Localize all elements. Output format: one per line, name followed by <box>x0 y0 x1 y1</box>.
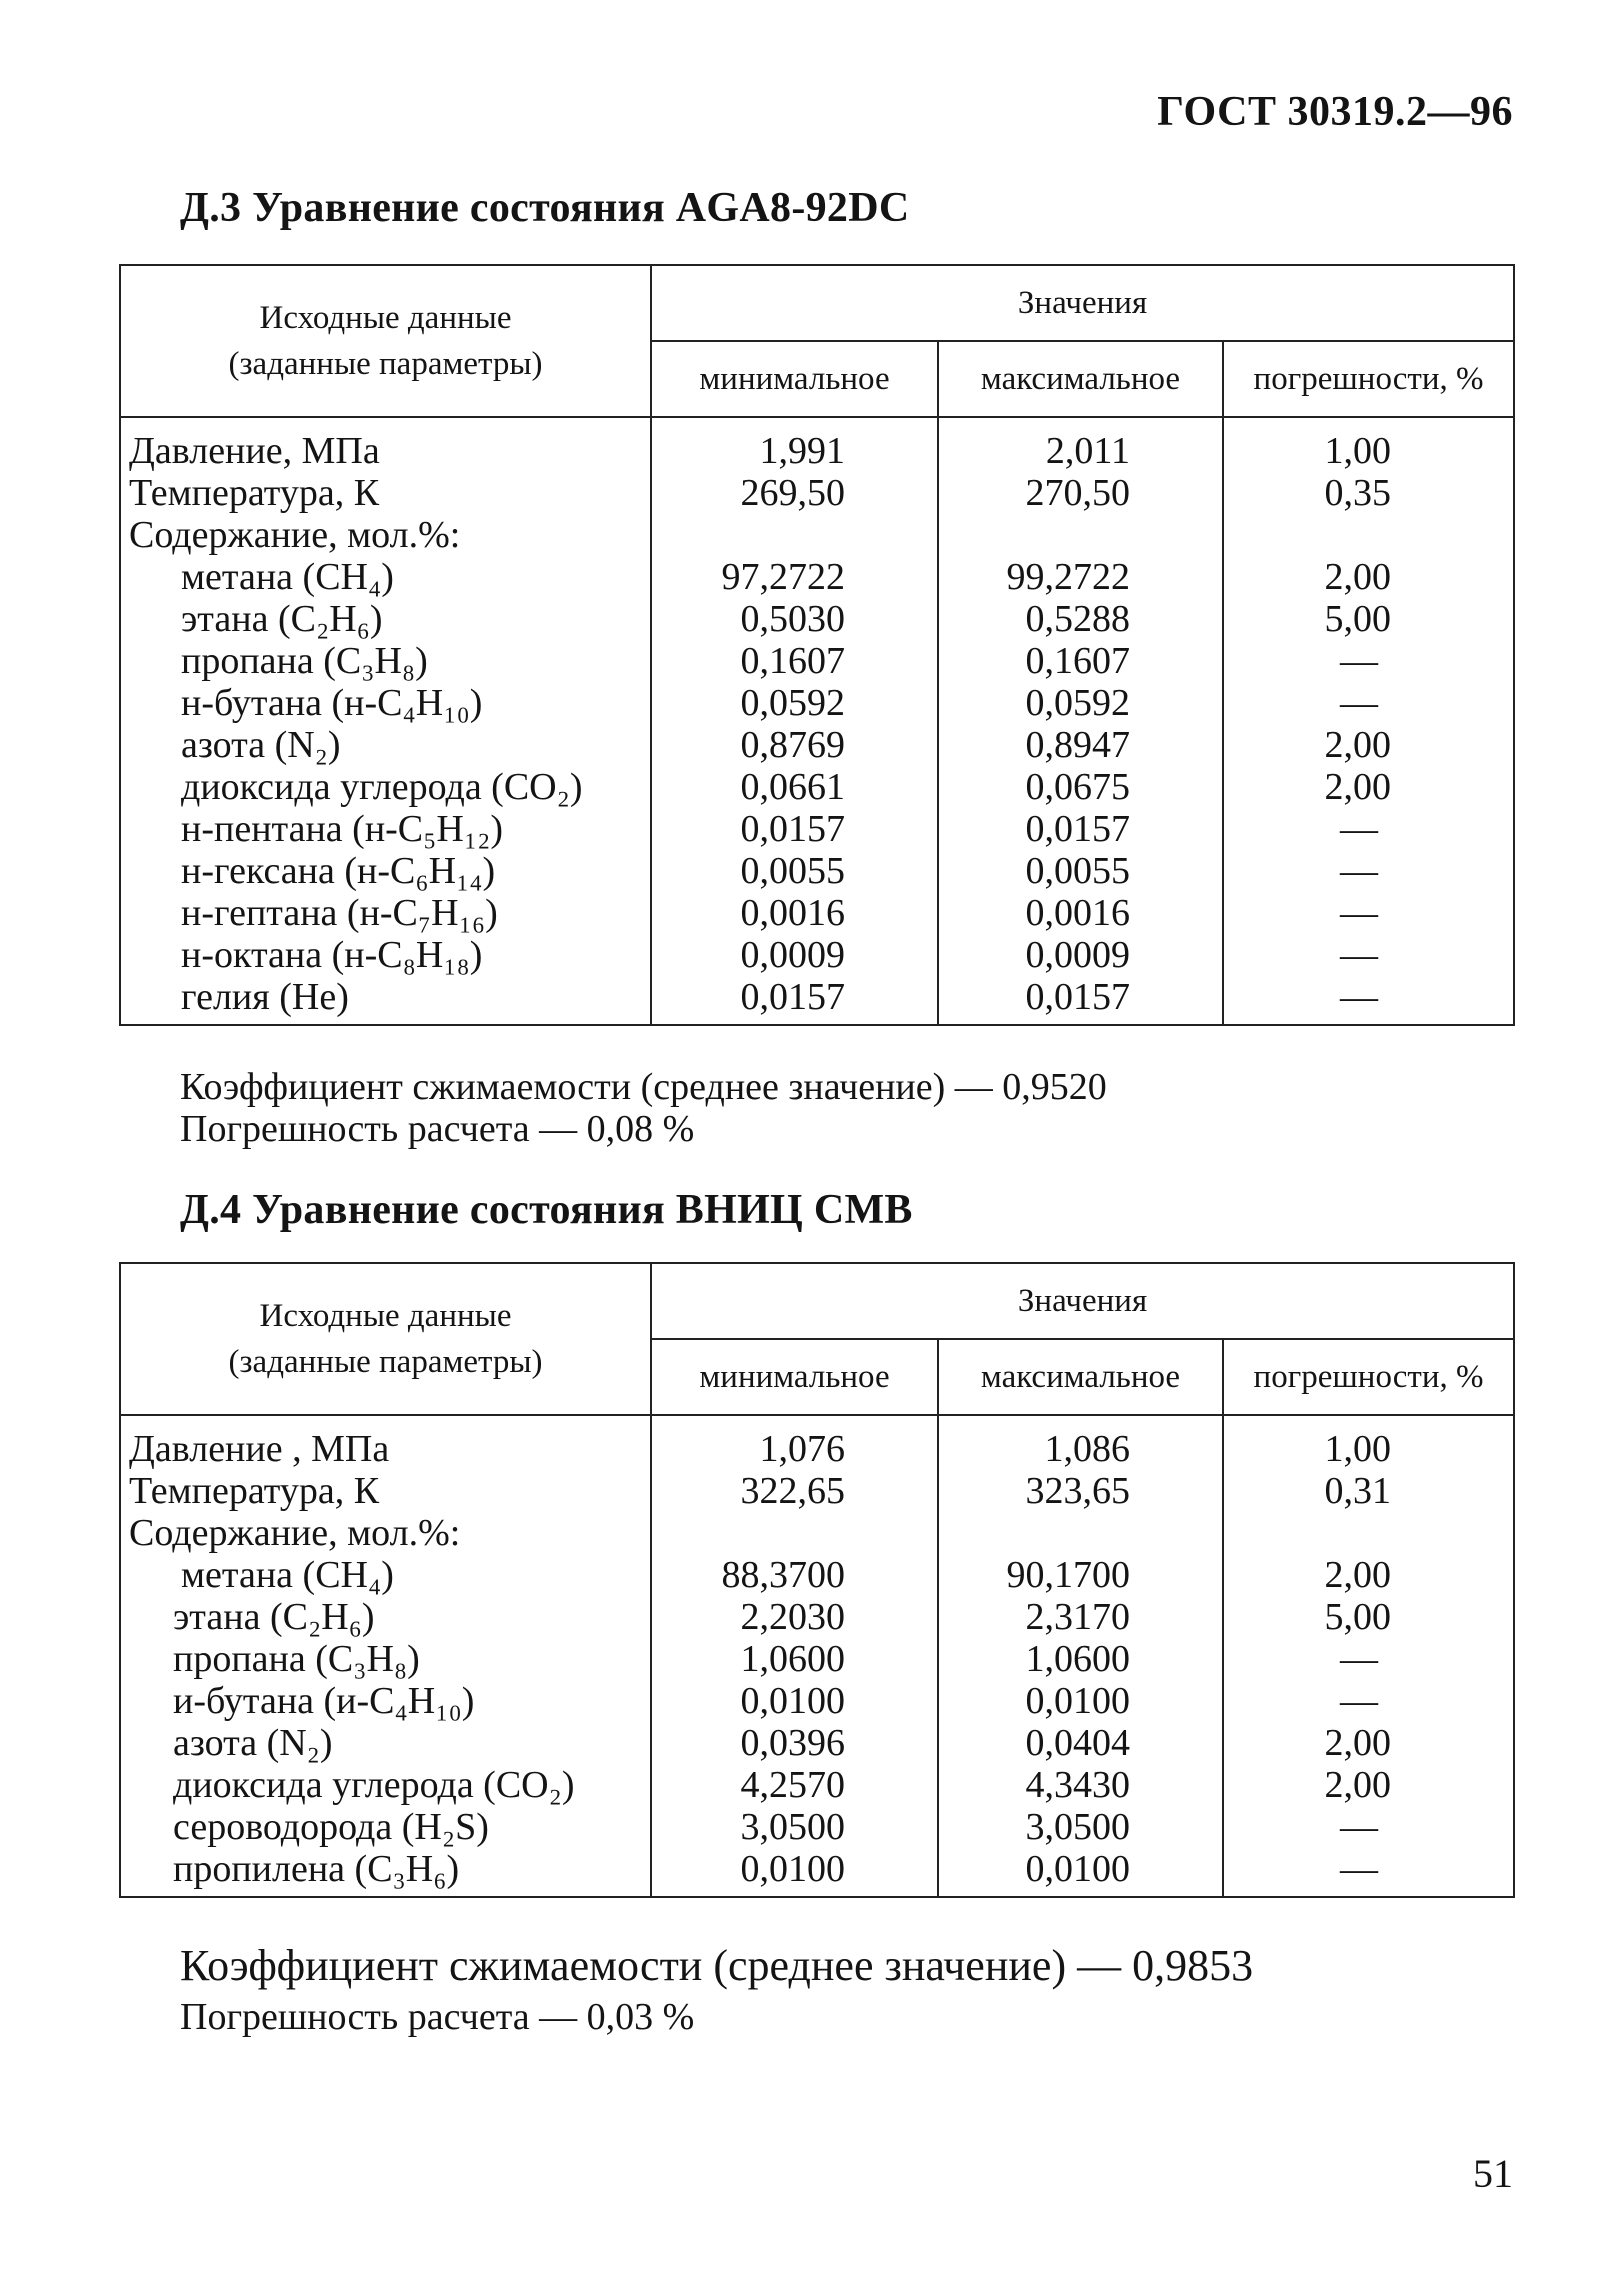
min-value-cell <box>651 1512 938 1554</box>
parameter-cell: н-октана (н-C₈H₁₈) <box>120 934 651 976</box>
table-row <box>120 1512 1514 1554</box>
error-value-cell: — <box>1223 976 1514 1025</box>
max-value-cell: 0,0157 <box>938 976 1223 1025</box>
error-value-cell: — <box>1223 934 1514 976</box>
min-value-cell: 97,2722 <box>651 556 938 598</box>
max-value-cell: 99,2722 <box>938 556 1223 598</box>
error-value-cell: — <box>1223 640 1514 682</box>
error-value-cell: 1,00 <box>1223 1415 1514 1470</box>
min-value-cell: 2,2030 <box>651 1596 938 1638</box>
max-value-cell: 0,0009 <box>938 934 1223 976</box>
table-row <box>120 766 1514 808</box>
parameter-cell: гелия (He) <box>120 976 651 1025</box>
table-row <box>120 1596 1514 1638</box>
max-value-cell: 0,8947 <box>938 724 1223 766</box>
min-value-cell: 0,0592 <box>651 682 938 724</box>
max-value-cell: 0,0404 <box>938 1722 1223 1764</box>
max-value-cell: 2,3170 <box>938 1596 1223 1638</box>
header-max: максимальное <box>938 1339 1223 1415</box>
error-value-cell: 2,00 <box>1223 1764 1514 1806</box>
max-value-cell: 0,0100 <box>938 1848 1223 1897</box>
header-max: максимальное <box>938 341 1223 417</box>
max-value-cell: 0,0100 <box>938 1680 1223 1722</box>
table-row <box>120 892 1514 934</box>
error-value-cell: 2,00 <box>1223 556 1514 598</box>
max-value-cell: 0,0675 <box>938 766 1223 808</box>
header-source-data <box>120 265 651 417</box>
header-source-data-label: Исходные данные (заданные параметры) <box>228 1298 543 1380</box>
max-value-cell: 4,3430 <box>938 1764 1223 1806</box>
max-value-cell: 0,0592 <box>938 682 1223 724</box>
min-value-cell: 0,0157 <box>651 808 938 850</box>
parameter-cell: азота (N₂) <box>120 724 651 766</box>
parameter-cell: пропана (C₃H₈) <box>120 1638 651 1680</box>
header-source-data <box>120 1263 651 1415</box>
calculation-error-d3: Погрешность расчета — 0,08 % <box>180 1108 695 1150</box>
parameter-cell: н-гептана (н-C₇H₁₆) <box>120 892 651 934</box>
error-value-cell: 0,31 <box>1223 1470 1514 1512</box>
table-row <box>120 1638 1514 1680</box>
parameter-cell: Давление, МПа <box>120 417 651 472</box>
min-value-cell: 88,3700 <box>651 1554 938 1596</box>
error-value-cell: — <box>1223 892 1514 934</box>
min-value-cell: 1,991 <box>651 417 938 472</box>
error-value-cell: 1,00 <box>1223 417 1514 472</box>
max-value-cell: 0,0016 <box>938 892 1223 934</box>
max-value-cell: 2,011 <box>938 417 1223 472</box>
header-source-data-label: Исходные данные (заданные параметры) <box>228 300 543 382</box>
table-row <box>120 1415 1514 1470</box>
error-value-cell: — <box>1223 682 1514 724</box>
parameter-cell: метана (CH₄) <box>120 556 651 598</box>
table-row <box>120 934 1514 976</box>
table-row <box>120 514 1514 556</box>
min-value-cell: 0,0396 <box>651 1722 938 1764</box>
error-value-cell: — <box>1223 1638 1514 1680</box>
min-value-cell: 269,50 <box>651 472 938 514</box>
max-value-cell: 0,1607 <box>938 640 1223 682</box>
table-row <box>120 1680 1514 1722</box>
min-value-cell: 0,0055 <box>651 850 938 892</box>
max-value-cell <box>938 1512 1223 1554</box>
parameter-cell: Содержание, мол.%: <box>120 514 651 556</box>
parameter-cell: Температура, К <box>120 472 651 514</box>
error-value-cell <box>1223 1512 1514 1554</box>
standard-number: ГОСТ 30319.2—96 <box>1157 89 1513 135</box>
calculation-error-d4: Погрешность расчета — 0,03 % <box>180 1996 695 2038</box>
parameter-cell: и-бутана (и-C₄H₁₀) <box>120 1680 651 1722</box>
error-value-cell: 5,00 <box>1223 598 1514 640</box>
error-value-cell: — <box>1223 1806 1514 1848</box>
max-value-cell: 1,0600 <box>938 1638 1223 1680</box>
max-value-cell: 270,50 <box>938 472 1223 514</box>
compressibility-coefficient-d3: Коэффициент сжимаемости (среднее значение) — 0,9520 <box>180 1066 1107 1108</box>
data-table-d3 <box>119 264 1515 1026</box>
parameter-cell: пропилена (C₃H₆) <box>120 1848 651 1897</box>
table-row <box>120 1764 1514 1806</box>
header-min: минимальное <box>651 1339 938 1415</box>
table-row <box>120 682 1514 724</box>
parameter-cell: сероводорода (H₂S) <box>120 1806 651 1848</box>
min-value-cell: 0,5030 <box>651 598 938 640</box>
error-value-cell: 5,00 <box>1223 1596 1514 1638</box>
min-value-cell: 0,8769 <box>651 724 938 766</box>
header-values: Значения <box>651 1263 1514 1339</box>
parameter-cell: Давление , МПа <box>120 1415 651 1470</box>
min-value-cell: 322,65 <box>651 1470 938 1512</box>
table-row <box>120 976 1514 1025</box>
max-value-cell: 0,0055 <box>938 850 1223 892</box>
parameter-cell: диоксида углерода (CO₂) <box>120 1764 651 1806</box>
min-value-cell: 4,2570 <box>651 1764 938 1806</box>
table-row <box>120 640 1514 682</box>
parameter-cell: н-пентана (н-C₅H₁₂) <box>120 808 651 850</box>
max-value-cell <box>938 514 1223 556</box>
max-value-cell: 0,0157 <box>938 808 1223 850</box>
parameter-cell: азота (N₂) <box>120 1722 651 1764</box>
min-value-cell: 0,0157 <box>651 976 938 1025</box>
data-table-d4 <box>119 1262 1515 1898</box>
table-row <box>120 556 1514 598</box>
parameter-cell: диоксида углерода (CO₂) <box>120 766 651 808</box>
parameter-cell: пропана (C₃H₈) <box>120 640 651 682</box>
parameter-cell: н-гексана (н-C₆H₁₄) <box>120 850 651 892</box>
min-value-cell: 0,0100 <box>651 1680 938 1722</box>
parameter-cell: метана (CH₄) <box>120 1554 651 1596</box>
error-value-cell: — <box>1223 1680 1514 1722</box>
table-row <box>120 1554 1514 1596</box>
table-row <box>120 1806 1514 1848</box>
min-value-cell: 3,0500 <box>651 1806 938 1848</box>
table-row <box>120 724 1514 766</box>
table-body-d3 <box>120 417 1514 1025</box>
header-error: погрешности, % <box>1223 341 1514 417</box>
table-row <box>120 598 1514 640</box>
max-value-cell: 1,086 <box>938 1415 1223 1470</box>
parameter-cell: н-бутана (н-C₄H₁₀) <box>120 682 651 724</box>
min-value-cell: 0,0661 <box>651 766 938 808</box>
parameter-cell: Содержание, мол.%: <box>120 1512 651 1554</box>
max-value-cell: 3,0500 <box>938 1806 1223 1848</box>
error-value-cell: — <box>1223 1848 1514 1897</box>
error-value-cell: 2,00 <box>1223 1554 1514 1596</box>
min-value-cell: 0,0016 <box>651 892 938 934</box>
section-title-d3: Д.3 Уравнение состояния AGA8-92DC <box>180 185 910 231</box>
error-value-cell: 2,00 <box>1223 766 1514 808</box>
parameter-cell: Температура, К <box>120 1470 651 1512</box>
header-min: минимальное <box>651 341 938 417</box>
max-value-cell: 323,65 <box>938 1470 1223 1512</box>
max-value-cell: 90,1700 <box>938 1554 1223 1596</box>
table-row <box>120 472 1514 514</box>
parameter-cell: этана (C₂H₆) <box>120 598 651 640</box>
compressibility-coefficient-d4: Коэффициент сжимаемости (среднее значение) — 0,9853 <box>180 1941 1254 1990</box>
error-value-cell <box>1223 514 1514 556</box>
min-value-cell <box>651 514 938 556</box>
table-row <box>120 1848 1514 1897</box>
table-body-d4 <box>120 1415 1514 1897</box>
error-value-cell: 0,35 <box>1223 472 1514 514</box>
table-row <box>120 808 1514 850</box>
error-value-cell: — <box>1223 808 1514 850</box>
parameter-cell: этана (C₂H₆) <box>120 1596 651 1638</box>
section-title-d4: Д.4 Уравнение состояния ВНИЦ СМВ <box>180 1187 913 1233</box>
header-values: Значения <box>651 265 1514 341</box>
error-value-cell: — <box>1223 850 1514 892</box>
max-value-cell: 0,5288 <box>938 598 1223 640</box>
header-error: погрешности, % <box>1223 1339 1514 1415</box>
min-value-cell: 1,0600 <box>651 1638 938 1680</box>
min-value-cell: 0,1607 <box>651 640 938 682</box>
table-row <box>120 417 1514 472</box>
min-value-cell: 0,0100 <box>651 1848 938 1897</box>
page-number: 51 <box>1473 2151 1513 2196</box>
table-row <box>120 850 1514 892</box>
error-value-cell: 2,00 <box>1223 1722 1514 1764</box>
table-row <box>120 1470 1514 1512</box>
min-value-cell: 0,0009 <box>651 934 938 976</box>
min-value-cell: 1,076 <box>651 1415 938 1470</box>
table-row <box>120 1722 1514 1764</box>
error-value-cell: 2,00 <box>1223 724 1514 766</box>
